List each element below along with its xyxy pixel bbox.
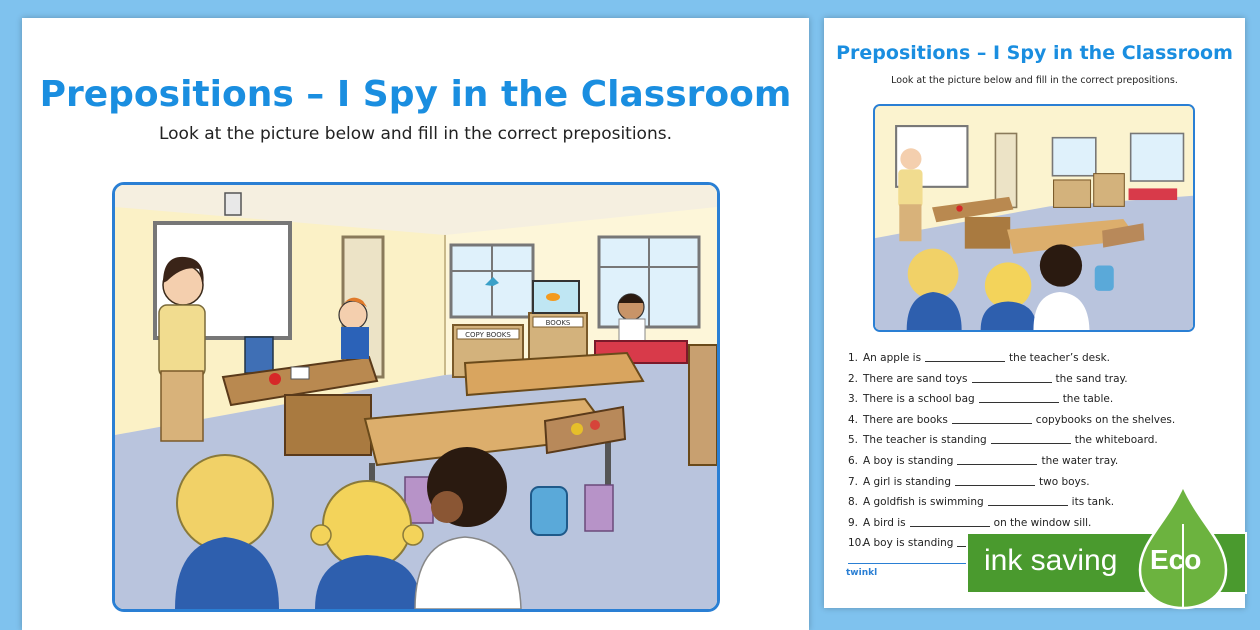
question-item: 8. A goldfish is swimming its tank. [848, 496, 1115, 509]
answer-blank [910, 515, 990, 527]
worksheet-title-small: Prepositions – I Spy in the Classroom [836, 42, 1233, 64]
answer-blank [957, 453, 1037, 465]
worksheet-instruction: Look at the picture below and fill in the correct prepositions. [158, 124, 672, 144]
shelf-label: COPY BOOKS [465, 331, 511, 339]
worksheet-title: Prepositions – I Spy in the Classroom [39, 74, 792, 115]
question-item: 3. There is a school bag the table. [848, 393, 1114, 406]
classroom-illustration [112, 182, 720, 612]
classroom-scene-small [875, 106, 1193, 330]
answer-blank [925, 350, 1005, 362]
answer-blank [955, 474, 1035, 486]
answer-blank [972, 371, 1052, 383]
answer-blank [991, 432, 1071, 444]
twinkl-logo: twinkl [846, 568, 878, 578]
classroom-illustration-small [873, 104, 1195, 332]
question-item: 10. A boy is standing [848, 533, 1228, 554]
question-item: 4. There are books copybooks on the shelves. [848, 413, 1176, 426]
eco-label: Eco [1150, 544, 1202, 575]
worksheet-preview-large [22, 18, 809, 630]
answer-blank [952, 412, 1032, 424]
question-item: 1. An apple is the teacher’s desk. [848, 352, 1110, 364]
answer-blank [979, 391, 1059, 403]
question-item: 5. The teacher is standing the whiteboard. [848, 434, 1158, 447]
question-item: 2. There are sand toys the sand tray. [848, 372, 1128, 385]
books-label: BOOKS [545, 319, 571, 327]
answer-blank [988, 494, 1068, 506]
eco-leaf-icon [1136, 484, 1230, 610]
ink-saving-label: ink saving [984, 544, 1118, 577]
question-item: 9. A bird is on the window sill. [848, 516, 1092, 529]
classroom-scene [115, 185, 717, 609]
worksheet-instruction-small: Look at the picture below and fill in the correct prepositions. [891, 75, 1178, 86]
question-item: 6. A boy is standing the water tray. [848, 454, 1119, 467]
question-item: 7. A girl is standing two boys. [848, 475, 1090, 488]
